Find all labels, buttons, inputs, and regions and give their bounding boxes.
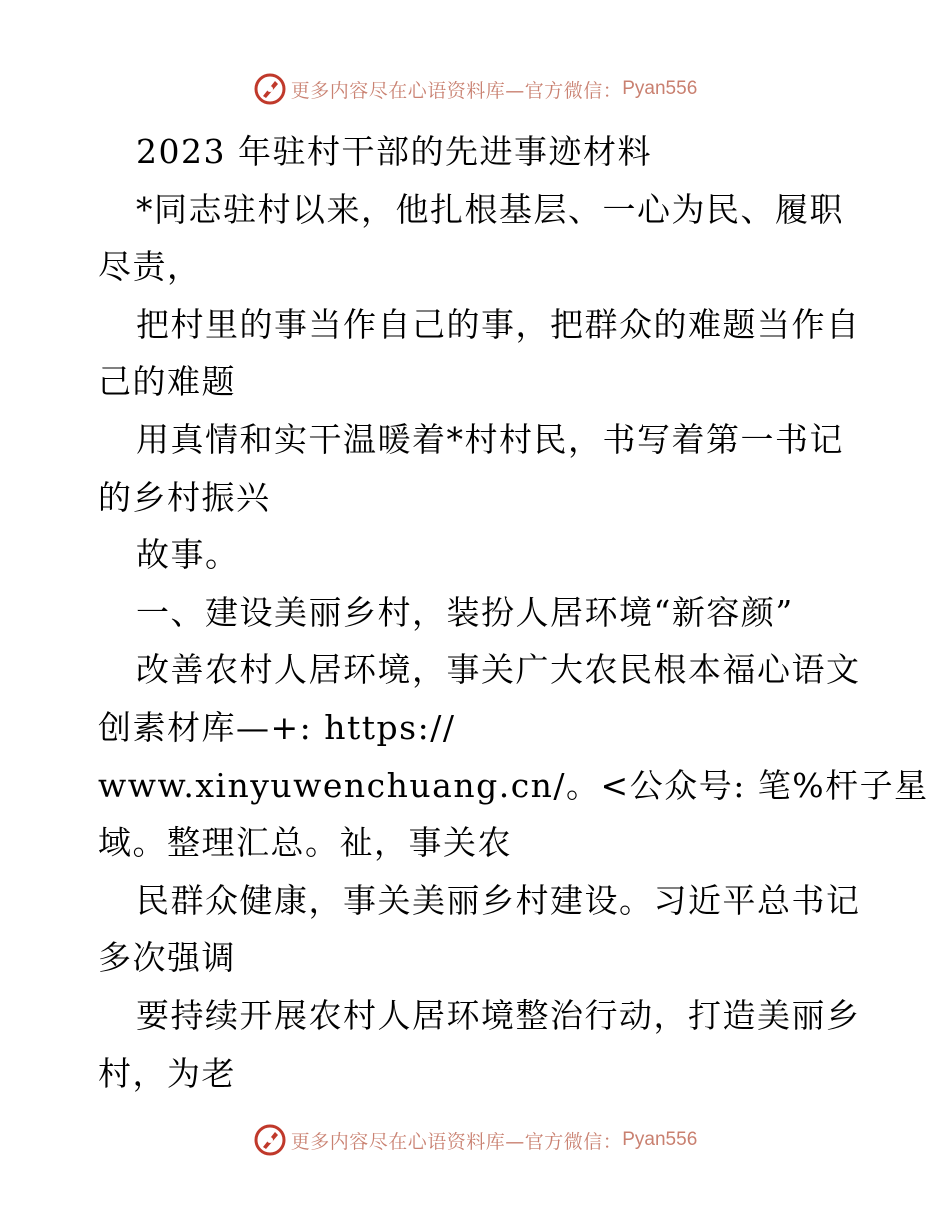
paragraph-line: www.xinyuwenchuang.cn/。<公众号: 笔%杆子星: [98, 765, 929, 805]
pen-logo-icon: [253, 1123, 287, 1157]
watermark-text: 更多内容尽在心语资料库—官方微信：: [290, 1130, 623, 1153]
section-heading: 一、建设美丽乡村，装扮人居环境“新容颜”: [136, 592, 794, 632]
paragraph-line: 域。整理汇总。祉，事关农: [98, 823, 512, 863]
document-title: 2023 年驻村干部的先进事迹材料: [136, 132, 652, 171]
watermark-text: 更多内容尽在心语资料库—官方微信：: [290, 79, 623, 102]
paragraph-line: 用真情和实干温暖着*村村民，书写着第一书记: [136, 419, 844, 459]
paragraph-line: 尽责，: [98, 247, 202, 287]
paragraph-line: 的乡村振兴: [98, 477, 271, 517]
paragraph-line: 故事。: [136, 535, 240, 575]
pen-logo-icon: [253, 72, 287, 106]
paragraph-line: 创素材库—+: https://: [98, 707, 456, 747]
paragraph-line: 民群众健康，事关美丽乡村建设。习近平总书记: [136, 880, 861, 920]
watermark-wechat-id: Pyan556: [622, 1129, 698, 1150]
header-watermark: [0, 69, 950, 109]
paragraph-line: 多次强调: [98, 938, 236, 978]
paragraph-line: *同志驻村以来，他扎根基层、一心为民、履职: [136, 189, 844, 229]
paragraph-line: 要持续开展农村人居环境整治行动，打造美丽乡: [136, 995, 861, 1035]
footer-watermark: [0, 1120, 950, 1160]
paragraph-line: 把村里的事当作自己的事，把群众的难题当作自: [136, 304, 861, 344]
watermark-wechat-id: Pyan556: [622, 78, 698, 99]
paragraph-line: 己的难题: [98, 362, 236, 402]
paragraph-line: 改善农村人居环境，事关广大农民根本福心语文: [136, 650, 861, 690]
paragraph-line: 村，为老: [98, 1053, 236, 1093]
document-body: [98, 123, 929, 1102]
